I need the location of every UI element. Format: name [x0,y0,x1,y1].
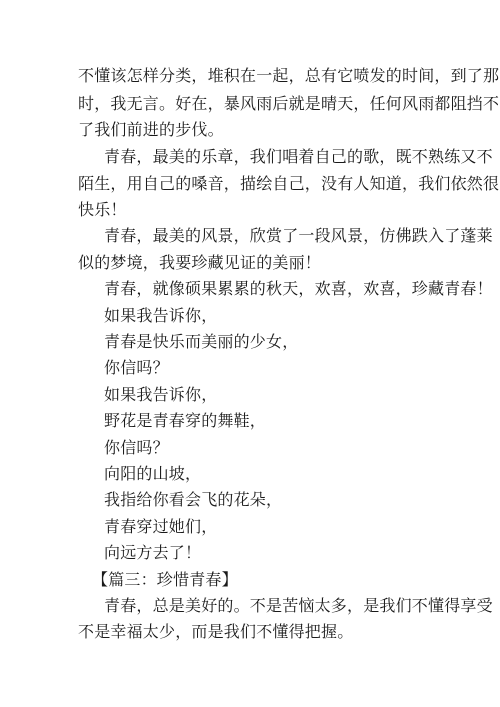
poem-line: 我指给你看会飞的花朵， [104,490,283,509]
poem-line: 向远方去了！ [104,543,202,562]
text-line: 似的梦境，我要珍藏见证的美丽！ [78,253,322,272]
section-heading: 【篇三：珍惜青春】 [92,570,238,589]
text-line: 陌生，用自己的嗓音，描绘自己，没有人知道，我们依然很 [78,174,500,193]
text-line: 不是幸福太少，而是我们不懂得把握。 [78,622,354,641]
poem-line: 如果我告诉你， [104,385,218,404]
poem-line: 如果我告诉你， [104,306,218,325]
text-line: 不懂该怎样分类，堆积在一起，总有它喷发的时间，到了那 [78,66,500,85]
text-line: 青春，最美的风景，欣赏了一段风景，仿佛跌入了蓬莱 [104,226,493,245]
text-line: 青春，就像硕果累累的秋天，欢喜，欢喜，珍藏青春！ [104,279,493,298]
poem-line: 向阳的山坡， [104,464,202,483]
poem-line: 青春穿过她们， [104,517,218,536]
text-line: 时，我无言。好在，暴风雨后就是晴天，任何风雨都阻挡不 [78,94,500,113]
poem-line: 野花是青春穿的舞鞋， [104,411,267,430]
poem-line: 青春是快乐而美丽的少女， [104,332,299,351]
text-line: 青春，最美的乐章，我们唱着自己的歌，既不熟练又不 [104,147,493,166]
text-line: 青春，总是美好的。不是苦恼太多，是我们不懂得享受 [104,596,493,615]
poem-line: 你信吗？ [104,438,169,457]
text-line: 了我们前进的步伐。 [78,120,224,139]
poem-line: 你信吗？ [104,358,169,377]
text-line: 快乐！ [78,200,127,219]
